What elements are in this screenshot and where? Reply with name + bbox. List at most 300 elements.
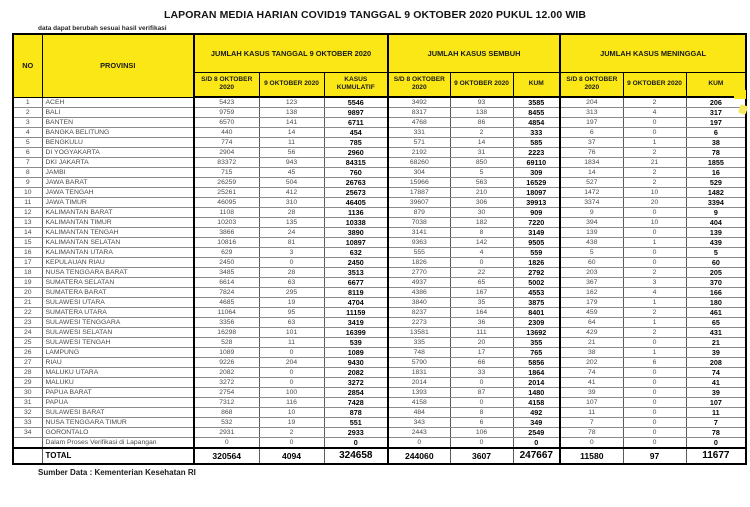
table-row xyxy=(13,428,746,438)
cell-value: 162 xyxy=(560,288,623,298)
cell-value: 21 xyxy=(686,338,746,348)
table-row xyxy=(13,368,746,378)
cell-value: 0 xyxy=(623,418,686,428)
table-row xyxy=(13,178,746,188)
cell-no: 31 xyxy=(13,398,42,408)
cell-value: 116 xyxy=(259,398,324,408)
cell-value: 8119 xyxy=(324,288,388,298)
cell-value: 19 xyxy=(259,298,324,308)
cell-value: 394 xyxy=(560,218,623,228)
cell-provinsi: KALIMANTAN SELATAN xyxy=(42,238,194,248)
cell-value: 1826 xyxy=(513,258,560,268)
cell-provinsi: SUMATERA BARAT xyxy=(42,288,194,298)
report-title: LAPORAN MEDIA HARIAN COVID19 TANGGAL 9 OKTOBER 2020 PUKUL 12.00 WIB xyxy=(163,9,587,21)
table-row xyxy=(13,318,746,328)
cell-value: 0 xyxy=(259,368,324,378)
cell-value: 56 xyxy=(259,148,324,158)
cell-value: 39 xyxy=(686,348,746,358)
cell-value: 0 xyxy=(623,228,686,238)
cell-value: 909 xyxy=(513,208,560,218)
cell-value: 2 xyxy=(623,148,686,158)
cell-value: 7824 xyxy=(194,288,259,298)
cell-value: 14 xyxy=(560,168,623,178)
cell-value: 0 xyxy=(686,438,746,449)
cell-value: 35 xyxy=(450,298,513,308)
cell-value: 3356 xyxy=(194,318,259,328)
cell-provinsi: KEPULAUAN RIAU xyxy=(42,258,194,268)
cell-value: 412 xyxy=(259,188,324,198)
cell-value: 3149 xyxy=(513,228,560,238)
cell-value: 69110 xyxy=(513,158,560,168)
cell-provinsi: RIAU xyxy=(42,358,194,368)
cell-no: 11 xyxy=(13,198,42,208)
group-header-sembuh: JUMLAH KASUS SEMBUH xyxy=(388,34,560,72)
cell-value: 404 xyxy=(686,218,746,228)
cell-value: 8237 xyxy=(388,308,450,318)
cell-value: 868 xyxy=(194,408,259,418)
cell-value: 0 xyxy=(623,398,686,408)
cell-value: 2443 xyxy=(388,428,450,438)
total-row xyxy=(13,448,746,464)
cell-provinsi: KALIMANTAN BARAT xyxy=(42,208,194,218)
cell-value: 208 xyxy=(686,358,746,368)
cell-value: 87 xyxy=(450,388,513,398)
cell-value: 1480 xyxy=(513,388,560,398)
cell-value: 74 xyxy=(560,368,623,378)
group-header-meninggal: JUMLAH KASUS MENINGGAL xyxy=(560,34,746,72)
cell-value: 431 xyxy=(686,328,746,338)
cell-value: 86 xyxy=(450,118,513,128)
cell-value: 22 xyxy=(450,268,513,278)
cell-value: 65 xyxy=(686,318,746,328)
cell-value: 2014 xyxy=(513,378,560,388)
cell-value: 6 xyxy=(450,418,513,428)
cell-value: 30 xyxy=(450,208,513,218)
cell-value: 0 xyxy=(194,438,259,449)
cell-value: 107 xyxy=(560,398,623,408)
cell-value: 41 xyxy=(686,378,746,388)
total-value: 3607 xyxy=(450,448,513,464)
cell-value: 182 xyxy=(450,218,513,228)
cell-value: 551 xyxy=(324,418,388,428)
subheader-6: S/D 8 OKTOBER 2020 xyxy=(560,72,623,97)
cell-value: 37 xyxy=(560,138,623,148)
cell-value: 0 xyxy=(259,438,324,449)
cell-value: 5790 xyxy=(388,358,450,368)
cell-value: 78 xyxy=(560,428,623,438)
table-row xyxy=(13,128,746,138)
cell-value: 1136 xyxy=(324,208,388,218)
cell-value: 1864 xyxy=(513,368,560,378)
cell-value: 1089 xyxy=(324,348,388,358)
cell-value: 13692 xyxy=(513,328,560,338)
cell-value: 0 xyxy=(623,368,686,378)
cell-value: 335 xyxy=(388,338,450,348)
table-row xyxy=(13,188,746,198)
cell-no: 12 xyxy=(13,208,42,218)
cell-value: 78 xyxy=(686,148,746,158)
cell-value: 3840 xyxy=(388,298,450,308)
cell-provinsi: SULAWESI TENGGARA xyxy=(42,318,194,328)
cell-value: 2 xyxy=(623,328,686,338)
cell-value: 14 xyxy=(450,138,513,148)
cell-value: 715 xyxy=(194,168,259,178)
cell-no: 9 xyxy=(13,178,42,188)
cell-value: 3 xyxy=(259,248,324,258)
cell-value: 4 xyxy=(623,288,686,298)
cell-value: 16 xyxy=(686,168,746,178)
cell-value: 101 xyxy=(259,328,324,338)
cell-provinsi: ACEH xyxy=(42,97,194,108)
cell-value: 9 xyxy=(560,208,623,218)
cell-value: 1 xyxy=(623,238,686,248)
cell-provinsi: KALIMANTAN UTARA xyxy=(42,248,194,258)
cell-value: 4386 xyxy=(388,288,450,298)
cell-value: 25673 xyxy=(324,188,388,198)
cell-value: 313 xyxy=(560,108,623,118)
cell-value: 11064 xyxy=(194,308,259,318)
cell-provinsi: LAMPUNG xyxy=(42,348,194,358)
cell-value: 0 xyxy=(623,248,686,258)
cell-value: 484 xyxy=(388,408,450,418)
cell-value: 197 xyxy=(560,118,623,128)
cell-value: 309 xyxy=(513,168,560,178)
cell-provinsi: MALUKU UTARA xyxy=(42,368,194,378)
cell-value: 138 xyxy=(450,108,513,118)
cell-no: 14 xyxy=(13,228,42,238)
total-value: 324658 xyxy=(324,448,388,464)
cell-value: 16399 xyxy=(324,328,388,338)
cell-provinsi: NUSA TENGGARA BARAT xyxy=(42,268,194,278)
cell-value: 25261 xyxy=(194,188,259,198)
cell-value: 106 xyxy=(450,428,513,438)
total-label: TOTAL xyxy=(42,448,194,464)
cell-value: 39913 xyxy=(513,198,560,208)
cell-value: 4158 xyxy=(388,398,450,408)
cell-value: 748 xyxy=(388,348,450,358)
total-value: 11580 xyxy=(560,448,623,464)
cell-value: 0 xyxy=(623,408,686,418)
cell-value: 38 xyxy=(686,138,746,148)
cell-value: 7428 xyxy=(324,398,388,408)
cell-value: 3866 xyxy=(194,228,259,238)
cell-no: 1 xyxy=(13,97,42,108)
cell-no: 20 xyxy=(13,288,42,298)
cell-value: 41 xyxy=(560,378,623,388)
verification-note: data dapat berubah sesuai hasil verifikasi xyxy=(38,25,167,32)
cell-value: 65 xyxy=(450,278,513,288)
cell-value: 28 xyxy=(259,268,324,278)
cell-value: 204 xyxy=(259,358,324,368)
cell-value: 2450 xyxy=(194,258,259,268)
cell-value: 2 xyxy=(623,268,686,278)
cell-value: 2931 xyxy=(194,428,259,438)
cell-value: 1 xyxy=(623,348,686,358)
cell-no: 7 xyxy=(13,158,42,168)
cell-value: 1 xyxy=(623,318,686,328)
cell-value: 45 xyxy=(259,168,324,178)
table-row xyxy=(13,408,746,418)
cell-value: 0 xyxy=(623,118,686,128)
cell-value: 440 xyxy=(194,128,259,138)
cell-value: 93 xyxy=(450,97,513,108)
total-value: 4094 xyxy=(259,448,324,464)
cell-value: 10 xyxy=(259,408,324,418)
cell-value: 11 xyxy=(686,408,746,418)
cell-value: 60 xyxy=(686,258,746,268)
table-row xyxy=(13,168,746,178)
cell-value: 0 xyxy=(623,208,686,218)
table-row xyxy=(13,278,746,288)
cell-value: 355 xyxy=(513,338,560,348)
data-source: Sumber Data : Kementerian Kesehatan RI xyxy=(38,468,196,477)
cell-value: 20 xyxy=(450,338,513,348)
cell-value: 179 xyxy=(560,298,623,308)
cell-value: 559 xyxy=(513,248,560,258)
table-row xyxy=(13,148,746,158)
cell-value: 4158 xyxy=(513,398,560,408)
cell-value: 16298 xyxy=(194,328,259,338)
cell-value: 3513 xyxy=(324,268,388,278)
cell-value: 84315 xyxy=(324,158,388,168)
cell-value: 111 xyxy=(450,328,513,338)
cell-value: 0 xyxy=(450,438,513,449)
cell-value: 0 xyxy=(623,388,686,398)
cell-value: 9505 xyxy=(513,238,560,248)
cell-value: 6614 xyxy=(194,278,259,288)
cell-value: 4685 xyxy=(194,298,259,308)
cell-value: 3492 xyxy=(388,97,450,108)
cell-value: 2 xyxy=(623,97,686,108)
cell-value: 123 xyxy=(259,97,324,108)
cell-value: 8455 xyxy=(513,108,560,118)
cell-value: 585 xyxy=(513,138,560,148)
cell-value: 1826 xyxy=(388,258,450,268)
table-row xyxy=(13,228,746,238)
cell-provinsi: KALIMANTAN TIMUR xyxy=(42,218,194,228)
table-row xyxy=(13,328,746,338)
cell-no: 10 xyxy=(13,188,42,198)
cell-value: 206 xyxy=(686,97,746,108)
cell-value: 2273 xyxy=(388,318,450,328)
cell-provinsi: SUMATERA SELATAN xyxy=(42,278,194,288)
col-header-provinsi: PROVINSI xyxy=(42,34,194,97)
cell-value: 7 xyxy=(560,418,623,428)
subheader-7: 9 OKTOBER 2020 xyxy=(623,72,686,97)
cell-value: 6 xyxy=(623,358,686,368)
cell-value: 760 xyxy=(324,168,388,178)
table-row xyxy=(13,97,746,108)
cell-value: 0 xyxy=(450,378,513,388)
cell-value: 78 xyxy=(686,428,746,438)
cell-value: 765 xyxy=(513,348,560,358)
total-value: 244060 xyxy=(388,448,450,464)
cell-value: 4854 xyxy=(513,118,560,128)
table-row xyxy=(13,358,746,368)
cell-value: 2014 xyxy=(388,378,450,388)
cell-value: 2770 xyxy=(388,268,450,278)
cell-value: 5423 xyxy=(194,97,259,108)
table-row xyxy=(13,108,746,118)
cell-value: 3485 xyxy=(194,268,259,278)
cell-value: 304 xyxy=(388,168,450,178)
cell-value: 0 xyxy=(623,378,686,388)
cell-value: 10338 xyxy=(324,218,388,228)
cell-value: 774 xyxy=(194,138,259,148)
cell-value: 1482 xyxy=(686,188,746,198)
cell-no: 2 xyxy=(13,108,42,118)
cell-value: 204 xyxy=(560,97,623,108)
cell-value: 850 xyxy=(450,158,513,168)
cell-no: 8 xyxy=(13,168,42,178)
table-row xyxy=(13,438,746,449)
cell-value: 4768 xyxy=(388,118,450,128)
cell-value: 2 xyxy=(259,428,324,438)
cell-value: 83372 xyxy=(194,158,259,168)
cell-value: 5002 xyxy=(513,278,560,288)
cell-value: 0 xyxy=(513,438,560,449)
subheader-5: KUM xyxy=(513,72,560,97)
col-header-no: NO xyxy=(13,34,42,97)
cell-provinsi: MALUKU xyxy=(42,378,194,388)
table-row xyxy=(13,378,746,388)
cell-value: 20 xyxy=(623,198,686,208)
cell-value: 3585 xyxy=(513,97,560,108)
cell-value: 24 xyxy=(259,228,324,238)
cell-value: 6570 xyxy=(194,118,259,128)
cell-value: 461 xyxy=(686,308,746,318)
cell-value: 878 xyxy=(324,408,388,418)
cell-value: 459 xyxy=(560,308,623,318)
cell-no: 32 xyxy=(13,408,42,418)
cell-value: 66 xyxy=(450,358,513,368)
cell-value: 370 xyxy=(686,278,746,288)
cell-no xyxy=(13,438,42,449)
cell-value: 36 xyxy=(450,318,513,328)
cell-value: 527 xyxy=(560,178,623,188)
cell-value: 529 xyxy=(686,178,746,188)
cell-value: 571 xyxy=(388,138,450,148)
cell-value: 1 xyxy=(623,298,686,308)
cell-no: 27 xyxy=(13,358,42,368)
cell-provinsi: PAPUA xyxy=(42,398,194,408)
cell-provinsi: PAPUA BARAT xyxy=(42,388,194,398)
cell-value: 1831 xyxy=(388,368,450,378)
cell-value: 2792 xyxy=(513,268,560,278)
cell-value: 81 xyxy=(259,238,324,248)
cell-value: 3272 xyxy=(324,378,388,388)
cell-value: 0 xyxy=(259,258,324,268)
cell-value: 10 xyxy=(623,188,686,198)
cell-value: 943 xyxy=(259,158,324,168)
cell-value: 210 xyxy=(450,188,513,198)
cell-value: 9430 xyxy=(324,358,388,368)
cell-value: 10897 xyxy=(324,238,388,248)
cell-value: 39607 xyxy=(388,198,450,208)
table-row xyxy=(13,398,746,408)
cell-value: 26763 xyxy=(324,178,388,188)
cell-value: 4937 xyxy=(388,278,450,288)
cell-value: 15966 xyxy=(388,178,450,188)
cell-value: 8317 xyxy=(388,108,450,118)
cell-value: 2082 xyxy=(324,368,388,378)
cell-value: 7312 xyxy=(194,398,259,408)
cell-value: 1834 xyxy=(560,158,623,168)
cell-value: 7038 xyxy=(388,218,450,228)
cell-value: 38 xyxy=(560,348,623,358)
cell-value: 16529 xyxy=(513,178,560,188)
cell-value: 3875 xyxy=(513,298,560,308)
subheader-4: 9 OKTOBER 2020 xyxy=(450,72,513,97)
cell-no: 21 xyxy=(13,298,42,308)
cell-value: 21 xyxy=(623,158,686,168)
cell-no: 34 xyxy=(13,428,42,438)
cell-value: 3 xyxy=(623,278,686,288)
cell-value: 139 xyxy=(686,228,746,238)
cell-value: 2854 xyxy=(324,388,388,398)
cell-value: 0 xyxy=(259,348,324,358)
cell-value: 100 xyxy=(259,388,324,398)
cell-value: 438 xyxy=(560,238,623,248)
cell-value: 203 xyxy=(560,268,623,278)
table-row xyxy=(13,418,746,428)
cell-value: 4553 xyxy=(513,288,560,298)
cell-value: 0 xyxy=(324,438,388,449)
cell-no: 28 xyxy=(13,368,42,378)
table-row xyxy=(13,158,746,168)
cell-value: 6711 xyxy=(324,118,388,128)
cell-no: 33 xyxy=(13,418,42,428)
cell-provinsi: KALIMANTAN TENGAH xyxy=(42,228,194,238)
cell-value: 10 xyxy=(623,218,686,228)
cell-no: 26 xyxy=(13,348,42,358)
cell-value: 8 xyxy=(450,408,513,418)
cell-value: 166 xyxy=(686,288,746,298)
cell-value: 1393 xyxy=(388,388,450,398)
cell-value: 2933 xyxy=(324,428,388,438)
cell-value: 6 xyxy=(686,128,746,138)
cell-value: 0 xyxy=(623,428,686,438)
group-header-kasus: JUMLAH KASUS TANGGAL 9 OKTOBER 2020 xyxy=(194,34,388,72)
cell-value: 528 xyxy=(194,338,259,348)
cell-no: 16 xyxy=(13,248,42,258)
cell-value: 2904 xyxy=(194,148,259,158)
cell-value: 2082 xyxy=(194,368,259,378)
table-row xyxy=(13,338,746,348)
cell-provinsi: SULAWESI TENGAH xyxy=(42,338,194,348)
cell-value: 1855 xyxy=(686,158,746,168)
subheader-3: S/D 8 OKTOBER 2020 xyxy=(388,72,450,97)
cell-provinsi: BANGKA BELITUNG xyxy=(42,128,194,138)
cell-value: 632 xyxy=(324,248,388,258)
cell-value: 46405 xyxy=(324,198,388,208)
cell-no: 3 xyxy=(13,118,42,128)
cell-value: 95 xyxy=(259,308,324,318)
covid-report-table xyxy=(12,33,747,465)
cell-value: 74 xyxy=(686,368,746,378)
cell-no: 30 xyxy=(13,388,42,398)
cell-value: 2549 xyxy=(513,428,560,438)
cell-value: 4704 xyxy=(324,298,388,308)
total-value: 11677 xyxy=(686,448,746,464)
cell-value: 2 xyxy=(623,178,686,188)
cell-value: 3374 xyxy=(560,198,623,208)
cell-no: 6 xyxy=(13,148,42,158)
cell-value: 107 xyxy=(686,398,746,408)
cell-provinsi: SULAWESI UTARA xyxy=(42,298,194,308)
cell-provinsi: SULAWESI BARAT xyxy=(42,408,194,418)
cell-value: 68260 xyxy=(388,158,450,168)
